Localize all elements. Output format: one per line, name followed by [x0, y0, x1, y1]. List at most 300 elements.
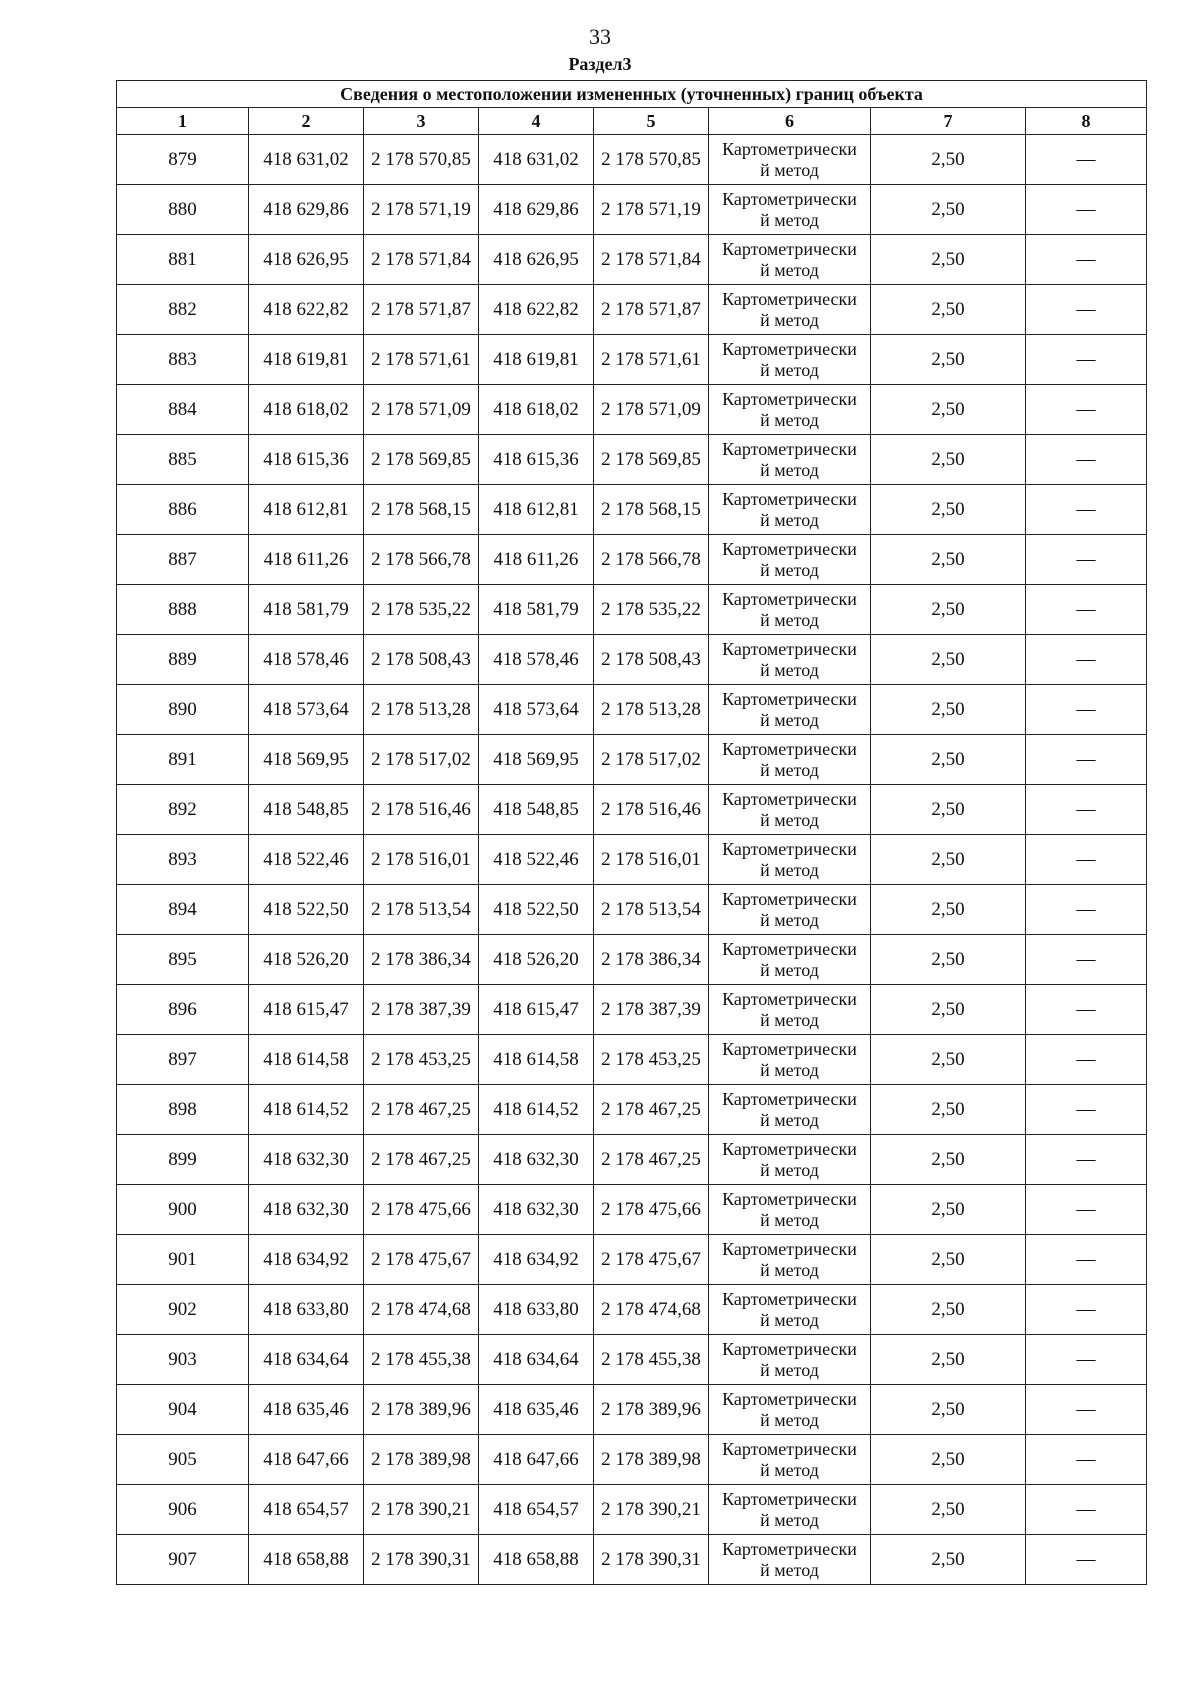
coordinate-cell: 418 522,46 — [249, 835, 364, 885]
point-number-cell: 903 — [117, 1335, 249, 1385]
column-number: 2 — [249, 108, 364, 135]
table-row — [117, 1335, 1147, 1385]
coordinate-cell: 2 178 570,85 — [364, 135, 479, 185]
coordinate-cell: 418 526,20 — [479, 935, 594, 985]
method-line-2: й метод — [760, 1509, 819, 1530]
coordinate-cell: 2 178 390,21 — [364, 1485, 479, 1535]
column-number: 1 — [117, 108, 249, 135]
coordinate-cell: 2 178 513,54 — [594, 885, 709, 935]
note-cell: — — [1026, 1085, 1147, 1135]
method-line-2: й метод — [760, 1409, 819, 1430]
method-line-1: Картометрически — [722, 238, 857, 259]
method-line-1: Картометрически — [722, 1188, 857, 1209]
method-line-1: Картометрически — [722, 1088, 857, 1109]
coordinate-cell: 418 647,66 — [479, 1435, 594, 1485]
page-number: 33 — [589, 24, 611, 49]
note-cell: — — [1026, 235, 1147, 285]
note-cell: — — [1026, 735, 1147, 785]
method-cell — [709, 335, 871, 385]
accuracy-cell: 2,50 — [871, 435, 1026, 485]
table-row — [117, 585, 1147, 635]
coordinate-cell: 418 619,81 — [479, 335, 594, 385]
column-number: 6 — [709, 108, 871, 135]
table-row — [117, 735, 1147, 785]
table-caption: Сведения о местоположении измененных (уточненных) границ объекта — [117, 81, 1147, 108]
coordinate-cell: 418 626,95 — [249, 235, 364, 285]
coordinate-cell: 418 615,36 — [249, 435, 364, 485]
method-line-1: Картометрически — [722, 588, 857, 609]
coordinate-cell: 418 634,64 — [479, 1335, 594, 1385]
coordinate-cell: 418 635,46 — [249, 1385, 364, 1435]
table-row — [117, 1185, 1147, 1235]
table-row — [117, 1285, 1147, 1335]
point-number-cell: 898 — [117, 1085, 249, 1135]
coordinate-cell: 2 178 455,38 — [594, 1335, 709, 1385]
method-cell — [709, 835, 871, 885]
method-line-2: й метод — [760, 1009, 819, 1030]
coordinate-cell: 418 633,80 — [479, 1285, 594, 1335]
coordinate-cell: 418 615,36 — [479, 435, 594, 485]
method-cell — [709, 1185, 871, 1235]
coordinate-cell: 418 522,50 — [249, 885, 364, 935]
coordinate-cell: 418 615,47 — [249, 985, 364, 1035]
method-line-2: й метод — [760, 359, 819, 380]
point-number-cell: 907 — [117, 1535, 249, 1585]
coordinate-cell: 2 178 508,43 — [364, 635, 479, 685]
table-row — [117, 1135, 1147, 1185]
coordinate-cell: 418 611,26 — [479, 535, 594, 585]
method-cell — [709, 1435, 871, 1485]
method-line-2: й метод — [760, 1309, 819, 1330]
method-cell — [709, 185, 871, 235]
note-cell: — — [1026, 585, 1147, 635]
coordinates-table — [116, 80, 1147, 1585]
note-cell: — — [1026, 885, 1147, 935]
method-line-1: Картометрически — [722, 1138, 857, 1159]
note-cell: — — [1026, 485, 1147, 535]
point-number-cell: 882 — [117, 285, 249, 335]
method-cell — [709, 735, 871, 785]
table-row — [117, 1485, 1147, 1535]
method-line-2: й метод — [760, 1259, 819, 1280]
coordinate-cell: 2 178 475,67 — [364, 1235, 479, 1285]
point-number-cell: 888 — [117, 585, 249, 635]
note-cell: — — [1026, 985, 1147, 1035]
coordinate-cell: 2 178 453,25 — [364, 1035, 479, 1085]
table-row — [117, 235, 1147, 285]
method-line-2: й метод — [760, 509, 819, 530]
coordinate-cell: 418 614,52 — [249, 1085, 364, 1135]
method-line-2: й метод — [760, 909, 819, 930]
method-line-1: Картометрически — [722, 738, 857, 759]
method-cell — [709, 135, 871, 185]
coordinate-cell: 418 611,26 — [249, 535, 364, 585]
coordinate-cell: 2 178 389,96 — [364, 1385, 479, 1435]
point-number-cell: 894 — [117, 885, 249, 935]
coordinate-cell: 418 626,95 — [479, 235, 594, 285]
accuracy-cell: 2,50 — [871, 485, 1026, 535]
accuracy-cell: 2,50 — [871, 335, 1026, 385]
coordinate-cell: 418 578,46 — [249, 635, 364, 685]
accuracy-cell: 2,50 — [871, 935, 1026, 985]
coordinate-cell: 418 569,95 — [249, 735, 364, 785]
accuracy-cell: 2,50 — [871, 235, 1026, 285]
table-row — [117, 885, 1147, 935]
method-line-1: Картометрически — [722, 688, 857, 709]
coordinate-cell: 418 654,57 — [249, 1485, 364, 1535]
coordinate-cell: 418 631,02 — [479, 135, 594, 185]
method-cell — [709, 685, 871, 735]
method-line-2: й метод — [760, 309, 819, 330]
method-line-1: Картометрически — [722, 1338, 857, 1359]
note-cell: — — [1026, 135, 1147, 185]
method-cell — [709, 285, 871, 335]
coordinate-cell: 2 178 513,28 — [364, 685, 479, 735]
coordinate-cell: 418 634,64 — [249, 1335, 364, 1385]
coordinate-cell: 2 178 389,96 — [594, 1385, 709, 1435]
accuracy-cell: 2,50 — [871, 1085, 1026, 1135]
note-cell: — — [1026, 1385, 1147, 1435]
method-line-2: й метод — [760, 1559, 819, 1580]
point-number-cell: 890 — [117, 685, 249, 735]
coordinate-cell: 2 178 475,66 — [594, 1185, 709, 1235]
note-cell: — — [1026, 1535, 1147, 1585]
coordinate-cell: 2 178 571,61 — [364, 335, 479, 385]
note-cell: — — [1026, 535, 1147, 585]
coordinate-cell: 418 654,57 — [479, 1485, 594, 1535]
coordinate-cell: 2 178 389,98 — [594, 1435, 709, 1485]
note-cell: — — [1026, 635, 1147, 685]
coordinate-cell: 2 178 566,78 — [594, 535, 709, 585]
table-row — [117, 1235, 1147, 1285]
method-cell — [709, 235, 871, 285]
coordinate-cell: 418 633,80 — [249, 1285, 364, 1335]
point-number-cell: 899 — [117, 1135, 249, 1185]
point-number-cell: 887 — [117, 535, 249, 585]
coordinate-cell: 2 178 571,09 — [364, 385, 479, 435]
accuracy-cell: 2,50 — [871, 1235, 1026, 1285]
table-row — [117, 635, 1147, 685]
method-line-2: й метод — [760, 1059, 819, 1080]
coordinate-cell: 418 614,52 — [479, 1085, 594, 1135]
table-row — [117, 1035, 1147, 1085]
column-number: 5 — [594, 108, 709, 135]
method-line-1: Картометрически — [722, 1238, 857, 1259]
point-number-cell: 893 — [117, 835, 249, 885]
coordinate-cell: 418 522,50 — [479, 885, 594, 935]
point-number-cell: 902 — [117, 1285, 249, 1335]
accuracy-cell: 2,50 — [871, 535, 1026, 585]
coordinate-cell: 2 178 568,15 — [364, 485, 479, 535]
accuracy-cell: 2,50 — [871, 585, 1026, 635]
accuracy-cell: 2,50 — [871, 635, 1026, 685]
accuracy-cell: 2,50 — [871, 1335, 1026, 1385]
method-line-2: й метод — [760, 559, 819, 580]
table-row — [117, 385, 1147, 435]
method-line-2: й метод — [760, 459, 819, 480]
accuracy-cell: 2,50 — [871, 1185, 1026, 1235]
point-number-cell: 889 — [117, 635, 249, 685]
table-row — [117, 835, 1147, 885]
note-cell: — — [1026, 1485, 1147, 1535]
accuracy-cell: 2,50 — [871, 1035, 1026, 1085]
coordinate-cell: 2 178 516,01 — [364, 835, 479, 885]
method-line-1: Картометрически — [722, 788, 857, 809]
method-line-2: й метод — [760, 959, 819, 980]
coordinate-cell: 418 629,86 — [479, 185, 594, 235]
coordinate-cell: 2 178 390,21 — [594, 1485, 709, 1535]
method-line-2: й метод — [760, 209, 819, 230]
method-line-2: й метод — [760, 1109, 819, 1130]
coordinate-cell: 418 647,66 — [249, 1435, 364, 1485]
coordinate-cell: 2 178 390,31 — [594, 1535, 709, 1585]
coordinate-cell: 418 618,02 — [249, 385, 364, 435]
point-number-cell: 906 — [117, 1485, 249, 1535]
point-number-cell: 886 — [117, 485, 249, 535]
method-line-1: Картометрически — [722, 1488, 857, 1509]
table-row — [117, 335, 1147, 385]
coordinate-cell: 418 578,46 — [479, 635, 594, 685]
note-cell: — — [1026, 835, 1147, 885]
method-line-1: Картометрически — [722, 1288, 857, 1309]
coordinate-cell: 2 178 571,19 — [364, 185, 479, 235]
method-cell — [709, 385, 871, 435]
coordinate-cell: 418 631,02 — [249, 135, 364, 185]
point-number-cell: 901 — [117, 1235, 249, 1285]
method-line-2: й метод — [760, 609, 819, 630]
coordinate-cell: 418 522,46 — [479, 835, 594, 885]
note-cell: — — [1026, 385, 1147, 435]
accuracy-cell: 2,50 — [871, 835, 1026, 885]
coordinate-cell: 418 635,46 — [479, 1385, 594, 1435]
method-line-1: Картометрически — [722, 638, 857, 659]
coordinate-cell: 418 632,30 — [479, 1135, 594, 1185]
accuracy-cell: 2,50 — [871, 985, 1026, 1035]
method-line-2: й метод — [760, 1159, 819, 1180]
method-cell — [709, 1085, 871, 1135]
coordinate-cell: 2 178 467,25 — [364, 1135, 479, 1185]
method-line-1: Картометрически — [722, 1438, 857, 1459]
note-cell: — — [1026, 185, 1147, 235]
coordinate-cell: 2 178 508,43 — [594, 635, 709, 685]
method-line-2: й метод — [760, 759, 819, 780]
method-line-2: й метод — [760, 1459, 819, 1480]
column-number: 8 — [1026, 108, 1147, 135]
coordinate-cell: 2 178 571,84 — [364, 235, 479, 285]
coordinate-cell: 2 178 571,09 — [594, 385, 709, 435]
point-number-cell: 897 — [117, 1035, 249, 1085]
accuracy-cell: 2,50 — [871, 785, 1026, 835]
coordinate-cell: 2 178 571,61 — [594, 335, 709, 385]
method-cell — [709, 885, 871, 935]
accuracy-cell: 2,50 — [871, 885, 1026, 935]
coordinate-cell: 2 178 516,46 — [364, 785, 479, 835]
accuracy-cell: 2,50 — [871, 135, 1026, 185]
note-cell: — — [1026, 685, 1147, 735]
coordinate-cell: 2 178 386,34 — [364, 935, 479, 985]
table-row — [117, 1435, 1147, 1485]
method-line-1: Картометрически — [722, 538, 857, 559]
table-row — [117, 435, 1147, 485]
table-row — [117, 985, 1147, 1035]
point-number-cell: 881 — [117, 235, 249, 285]
method-line-1: Картометрически — [722, 1038, 857, 1059]
accuracy-cell: 2,50 — [871, 285, 1026, 335]
accuracy-cell: 2,50 — [871, 185, 1026, 235]
coordinate-cell: 2 178 389,98 — [364, 1435, 479, 1485]
method-cell — [709, 1135, 871, 1185]
table-row — [117, 285, 1147, 335]
table-row — [117, 785, 1147, 835]
method-line-1: Картометрически — [722, 838, 857, 859]
table-caption-row — [117, 81, 1147, 108]
table-row — [117, 185, 1147, 235]
point-number-cell: 880 — [117, 185, 249, 235]
coordinate-cell: 2 178 475,67 — [594, 1235, 709, 1285]
coordinate-cell: 2 178 474,68 — [364, 1285, 479, 1335]
note-cell: — — [1026, 785, 1147, 835]
accuracy-cell: 2,50 — [871, 385, 1026, 435]
coordinate-cell: 418 615,47 — [479, 985, 594, 1035]
coordinate-cell: 2 178 387,39 — [594, 985, 709, 1035]
coordinate-cell: 2 178 390,31 — [364, 1535, 479, 1585]
coordinate-cell: 418 634,92 — [479, 1235, 594, 1285]
coordinate-cell: 418 548,85 — [479, 785, 594, 835]
point-number-cell: 885 — [117, 435, 249, 485]
point-number-cell: 904 — [117, 1385, 249, 1435]
table-row — [117, 685, 1147, 735]
method-cell — [709, 1235, 871, 1285]
coordinate-cell: 2 178 568,15 — [594, 485, 709, 535]
coordinate-cell: 2 178 467,25 — [594, 1135, 709, 1185]
point-number-cell: 896 — [117, 985, 249, 1035]
method-line-2: й метод — [760, 809, 819, 830]
point-number-cell: 892 — [117, 785, 249, 835]
method-line-1: Картометрически — [722, 488, 857, 509]
table-row — [117, 535, 1147, 585]
table-body — [117, 135, 1147, 1585]
note-cell: — — [1026, 935, 1147, 985]
method-cell — [709, 785, 871, 835]
note-cell: — — [1026, 1185, 1147, 1235]
coordinate-cell: 418 573,64 — [249, 685, 364, 735]
method-cell — [709, 1335, 871, 1385]
coordinate-cell: 418 548,85 — [249, 785, 364, 835]
method-cell — [709, 635, 871, 685]
column-number: 7 — [871, 108, 1026, 135]
accuracy-cell: 2,50 — [871, 1535, 1026, 1585]
coordinate-cell: 418 629,86 — [249, 185, 364, 235]
column-number: 4 — [479, 108, 594, 135]
coordinate-cell: 2 178 569,85 — [594, 435, 709, 485]
method-cell — [709, 985, 871, 1035]
method-cell — [709, 435, 871, 485]
coordinate-cell: 2 178 475,66 — [364, 1185, 479, 1235]
note-cell: — — [1026, 1135, 1147, 1185]
note-cell: — — [1026, 285, 1147, 335]
coordinate-cell: 418 632,30 — [249, 1135, 364, 1185]
method-line-1: Картометрически — [722, 988, 857, 1009]
method-line-1: Картометрически — [722, 338, 857, 359]
table-row — [117, 935, 1147, 985]
point-number-cell: 905 — [117, 1435, 249, 1485]
column-number: 3 — [364, 108, 479, 135]
coordinate-cell: 2 178 513,28 — [594, 685, 709, 735]
accuracy-cell: 2,50 — [871, 1485, 1026, 1535]
point-number-cell: 900 — [117, 1185, 249, 1235]
coordinate-cell: 418 658,88 — [249, 1535, 364, 1585]
coordinate-cell: 2 178 513,54 — [364, 885, 479, 935]
coordinate-cell: 418 618,02 — [479, 385, 594, 435]
coordinate-cell: 2 178 516,01 — [594, 835, 709, 885]
coordinate-cell: 418 622,82 — [249, 285, 364, 335]
method-cell — [709, 1485, 871, 1535]
coordinate-cell: 2 178 571,87 — [594, 285, 709, 335]
coordinate-cell: 2 178 474,68 — [594, 1285, 709, 1335]
coordinate-cell: 418 634,92 — [249, 1235, 364, 1285]
point-number-cell: 895 — [117, 935, 249, 985]
point-number-cell: 883 — [117, 335, 249, 385]
coordinate-cell: 2 178 386,34 — [594, 935, 709, 985]
point-number-cell: 879 — [117, 135, 249, 185]
method-line-1: Картометрически — [722, 1388, 857, 1409]
coordinate-cell: 418 526,20 — [249, 935, 364, 985]
accuracy-cell: 2,50 — [871, 735, 1026, 785]
coordinate-cell: 2 178 455,38 — [364, 1335, 479, 1385]
note-cell: — — [1026, 435, 1147, 485]
table-row — [117, 1085, 1147, 1135]
method-line-2: й метод — [760, 659, 819, 680]
method-line-2: й метод — [760, 1359, 819, 1380]
accuracy-cell: 2,50 — [871, 1285, 1026, 1335]
point-number-cell: 884 — [117, 385, 249, 435]
coordinate-cell: 418 614,58 — [479, 1035, 594, 1085]
coordinate-cell: 418 581,79 — [479, 585, 594, 635]
method-line-1: Картометрически — [722, 188, 857, 209]
method-line-2: й метод — [760, 409, 819, 430]
coordinate-cell: 418 573,64 — [479, 685, 594, 735]
coordinate-cell: 418 612,81 — [479, 485, 594, 535]
coordinate-cell: 418 658,88 — [479, 1535, 594, 1585]
coordinate-cell: 418 569,95 — [479, 735, 594, 785]
method-cell — [709, 935, 871, 985]
coordinate-cell: 2 178 516,46 — [594, 785, 709, 835]
coordinate-cell: 2 178 387,39 — [364, 985, 479, 1035]
method-line-2: й метод — [760, 709, 819, 730]
table-row — [117, 485, 1147, 535]
column-number-row — [117, 108, 1147, 135]
table-row — [117, 1535, 1147, 1585]
method-line-2: й метод — [760, 1209, 819, 1230]
accuracy-cell: 2,50 — [871, 1385, 1026, 1435]
point-number-cell: 891 — [117, 735, 249, 785]
accuracy-cell: 2,50 — [871, 1435, 1026, 1485]
note-cell: — — [1026, 1285, 1147, 1335]
note-cell: — — [1026, 1035, 1147, 1085]
method-line-2: й метод — [760, 259, 819, 280]
coordinate-cell: 2 178 570,85 — [594, 135, 709, 185]
coordinate-cell: 418 619,81 — [249, 335, 364, 385]
method-line-1: Картометрически — [722, 438, 857, 459]
method-cell — [709, 535, 871, 585]
method-cell — [709, 1285, 871, 1335]
coordinate-cell: 2 178 517,02 — [364, 735, 479, 785]
table-row — [117, 1385, 1147, 1435]
coordinate-cell: 2 178 517,02 — [594, 735, 709, 785]
coordinate-cell: 2 178 566,78 — [364, 535, 479, 585]
coordinate-cell: 2 178 571,84 — [594, 235, 709, 285]
method-line-1: Картометрически — [722, 1538, 857, 1559]
